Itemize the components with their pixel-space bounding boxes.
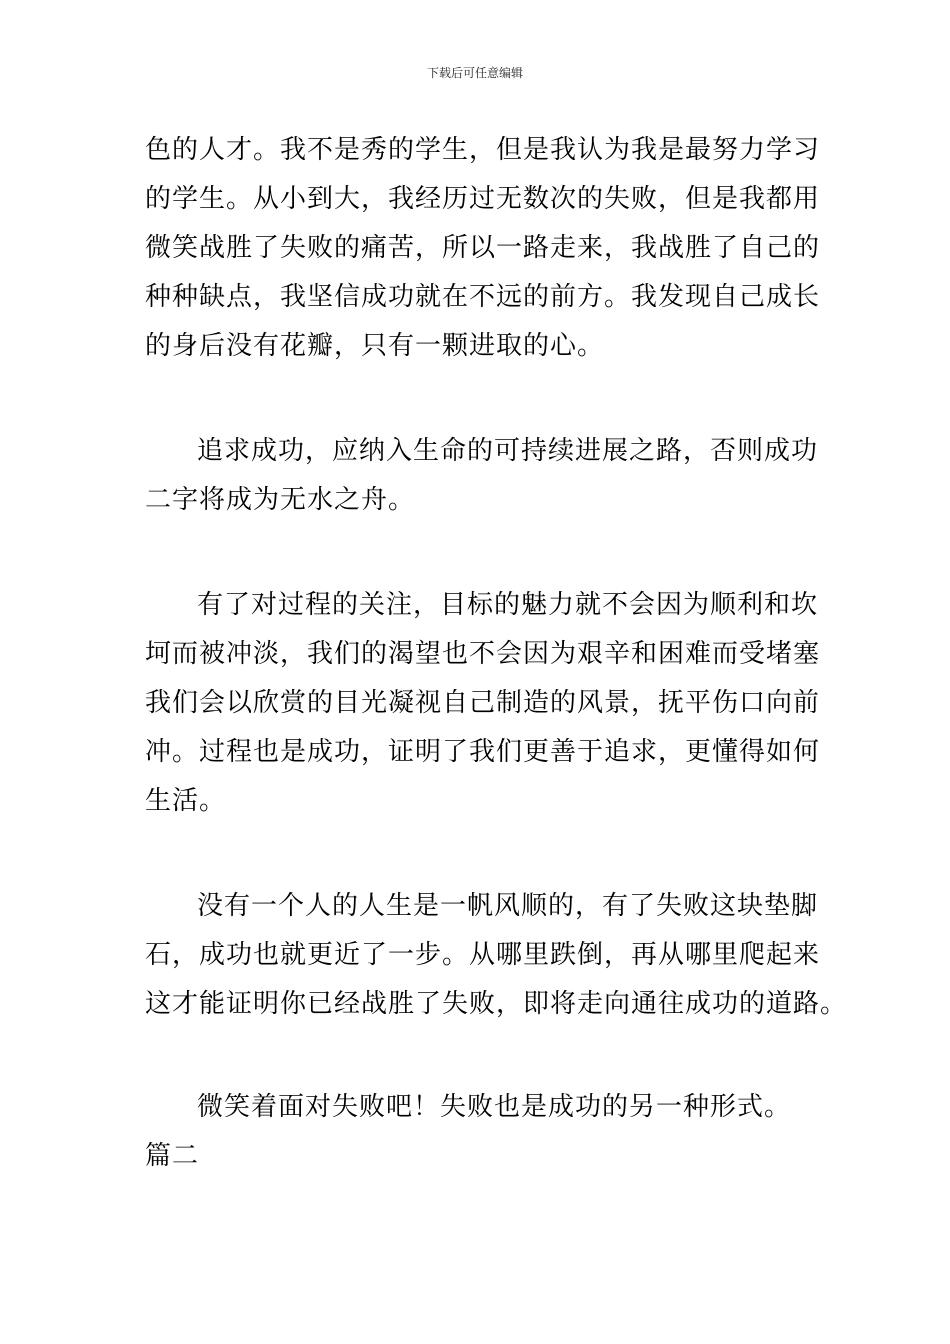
- paragraph-gap: [145, 525, 807, 581]
- paragraph-gap: [145, 371, 807, 427]
- paragraph-line: 没有一个人的人生是一帆风顺的，有了失败这块垫脚: [197, 891, 819, 921]
- paragraph-5: [145, 1083, 807, 1132]
- paragraph-line: 冲。过程也是成功，证明了我们更善于追求，更懂得如何: [145, 737, 821, 767]
- paragraph-line: 生活。: [145, 786, 227, 816]
- paragraph-line: 微笑着面对失败吧！失败也是成功的另一种形式。: [197, 1092, 792, 1122]
- paragraph-line: 我们会以欣赏的目光凝视自己制造的风景，抚平伤口向前: [145, 688, 821, 718]
- paragraph-line: 追求成功，应纳入生命的可持续进展之路，否则成功: [197, 436, 819, 466]
- section-title: 篇二: [145, 1141, 200, 1171]
- paragraph-2: [145, 427, 819, 525]
- paragraph-line: 微笑战胜了失败的痛苦，所以一路走来，我战胜了自己的: [145, 233, 821, 263]
- paragraph-line: 这才能证明你已经战胜了失败，即将走向通往成功的道路。: [145, 989, 848, 1019]
- document-body: [145, 126, 848, 1181]
- paragraph-3: [145, 581, 821, 826]
- paragraph-line: 的身后没有花瓣，只有一颗进取的心。: [145, 331, 605, 361]
- paragraph-line: 有了对过程的关注，目标的魅力就不会因为顺利和坎: [197, 590, 819, 620]
- page-header: 下载后可任意编辑: [426, 66, 523, 80]
- paragraph-line: 坷而被冲淡，我们的渴望也不会因为艰辛和困难而受堵塞: [145, 639, 821, 669]
- paragraph-line: 种种缺点，我坚信成功就在不远的前方。我发现自己成长: [145, 282, 821, 312]
- paragraph-1: [145, 126, 821, 371]
- paragraph-gap: [145, 1029, 807, 1083]
- paragraph-line: 石，成功也就更近了一步。从哪里跌倒，再从哪里爬起来: [145, 940, 821, 970]
- paragraph-line: 二字将成为无水之舟。: [145, 485, 416, 515]
- paragraph-line: 的学生。从小到大，我经历过无数次的失败，但是我都用: [145, 184, 821, 214]
- paragraph-line: 色的人才。我不是秀的学生，但是我认为我是最努力学习: [145, 135, 821, 165]
- paragraph-gap: [145, 826, 807, 882]
- paragraph-4: [145, 882, 848, 1029]
